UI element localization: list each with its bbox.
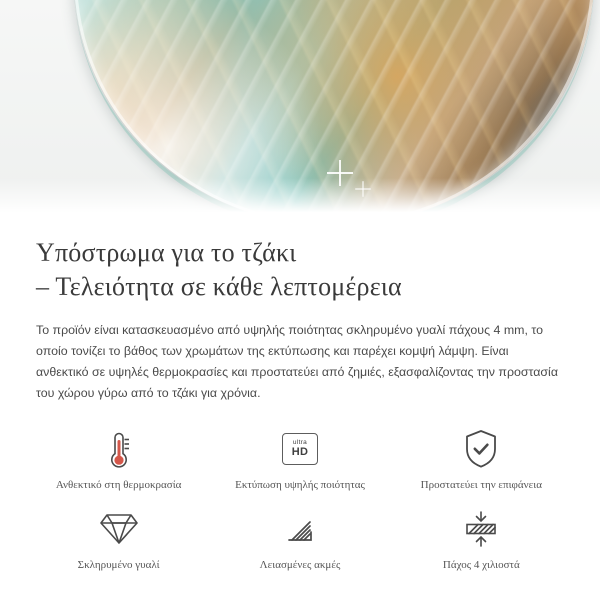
thermometer-icon bbox=[103, 426, 135, 472]
feature-label: Λειασμένες ακμές bbox=[259, 559, 341, 571]
feature-item bbox=[28, 506, 209, 572]
description-paragraph: Το προϊόν είναι κατασκευασμένο από υψηλής ποιότητας σκληρυμένο γυαλί πάχους 4 mm, το οποίο τονίζει το βάθος των χρωμάτων της εκτύπωσης και παρέχει κομψή λάμψη. Είναι ανθεκτικό σε υψηλές θερμοκρασίες και προστατεύει από ζημιές, εξασφαλίζοντας την προστασία του χώρου γύρω από το τζάκι για χρόνια. bbox=[36, 323, 558, 400]
ultra-hd-badge-bottom: HD bbox=[291, 446, 309, 459]
feature-grid bbox=[28, 426, 572, 572]
feature-item bbox=[28, 426, 209, 492]
feature-label: Εκτύπωση υψηλής ποιότητας bbox=[235, 479, 365, 491]
feature-item bbox=[391, 426, 572, 492]
ultra-hd-icon bbox=[282, 426, 318, 472]
hero-image bbox=[0, 0, 600, 218]
page-title-line2: – Τελειότητα σε κάθε λεπτομέρεια bbox=[36, 272, 402, 301]
thickness-arrows-icon bbox=[459, 506, 503, 552]
page-title bbox=[36, 236, 564, 304]
feature-item bbox=[209, 426, 390, 492]
feature-label: Προστατεύει την επιφάνεια bbox=[420, 479, 542, 491]
diamond-icon bbox=[98, 506, 140, 552]
polished-edges-icon bbox=[279, 506, 321, 552]
page-title-line1: Υπόστρωμα για το τζάκι bbox=[36, 238, 297, 267]
feature-label: Ανθεκτικό στη θερμοκρασία bbox=[55, 479, 182, 491]
shield-check-icon bbox=[461, 426, 501, 472]
content-area bbox=[0, 218, 600, 572]
feature-label: Σκληρυμένο γυαλί bbox=[77, 559, 160, 571]
hero-fade-overlay bbox=[0, 178, 600, 218]
feature-label: Πάχος 4 χιλιοστά bbox=[442, 559, 520, 571]
feature-item bbox=[391, 506, 572, 572]
ultra-hd-badge-top: ultra bbox=[292, 438, 308, 446]
feature-item bbox=[209, 506, 390, 572]
